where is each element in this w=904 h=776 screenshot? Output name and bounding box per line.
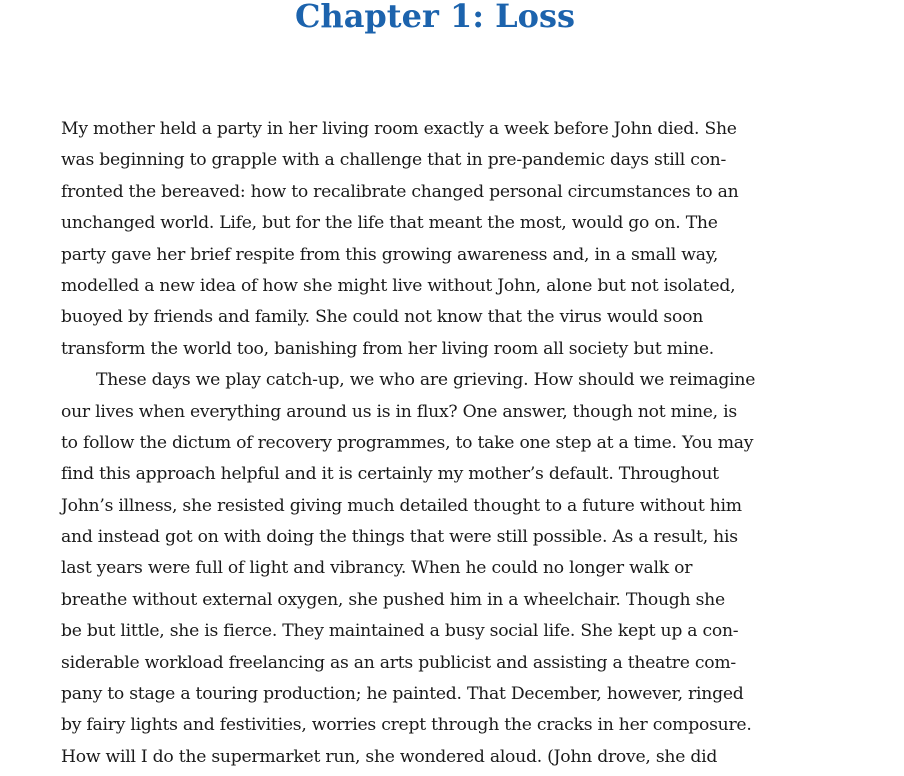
text-line: to follow the dictum of recovery programmes, to take one step at a time. You may [61,432,754,453]
text-line: These days we play catch-up, we who are grieving. How should we reimagine [96,370,756,391]
text-line: buoyed by friends and family. She could not know that the virus would soon [61,307,704,328]
text-line: unchanged world. Life, but for the life that meant the most, would go on. The [61,213,718,234]
body-text [61,114,851,773]
text-line: last years were full of light and vibrancy. When he could no longer walk or [61,558,693,579]
text-line: our lives when everything around us is in flux? One answer, though not mine, is [61,401,737,422]
text-line: transform the world too, banishing from her living room all society but mine. [61,338,715,359]
text-line: breathe without external oxygen, she pushed him in a wheelchair. Though she [61,589,725,610]
text-line: pany to stage a touring production; he painted. That December, however, ringed [61,684,744,705]
text-line: find this approach helpful and it is certainly my mother’s default. Throughout [61,464,719,485]
chapter-title: Chapter 1: Loss [294,0,576,35]
text-line: How will I do the supermarket run, she wondered aloud. (John drove, she did [61,746,718,767]
text-line: modelled a new idea of how she might live without John, alone but not isolated, [61,275,736,296]
text-line: and instead got on with doing the things that were still possible. As a result, his [61,527,738,548]
text-line: siderable workload freelancing as an arts publicist and assisting a theatre com- [61,652,736,673]
text-line: My mother held a party in her living room exactly a week before John died. She [61,119,737,139]
text-line: party gave her brief respite from this growing awareness and, in a small way, [61,244,719,265]
text-line: John’s illness, she resisted giving much detailed thought to a future without him [61,495,742,516]
text-line: was beginning to grapple with a challenge that in pre-pandemic days still con- [61,150,727,171]
text-line: by fairy lights and festivities, worries crept through the cracks in her composure. [61,715,752,736]
text-line: fronted the bereaved: how to recalibrate changed personal circumstances to an [61,181,739,202]
text-line: be but little, she is fierce. They maintained a busy social life. She kept up a con- [61,621,739,642]
